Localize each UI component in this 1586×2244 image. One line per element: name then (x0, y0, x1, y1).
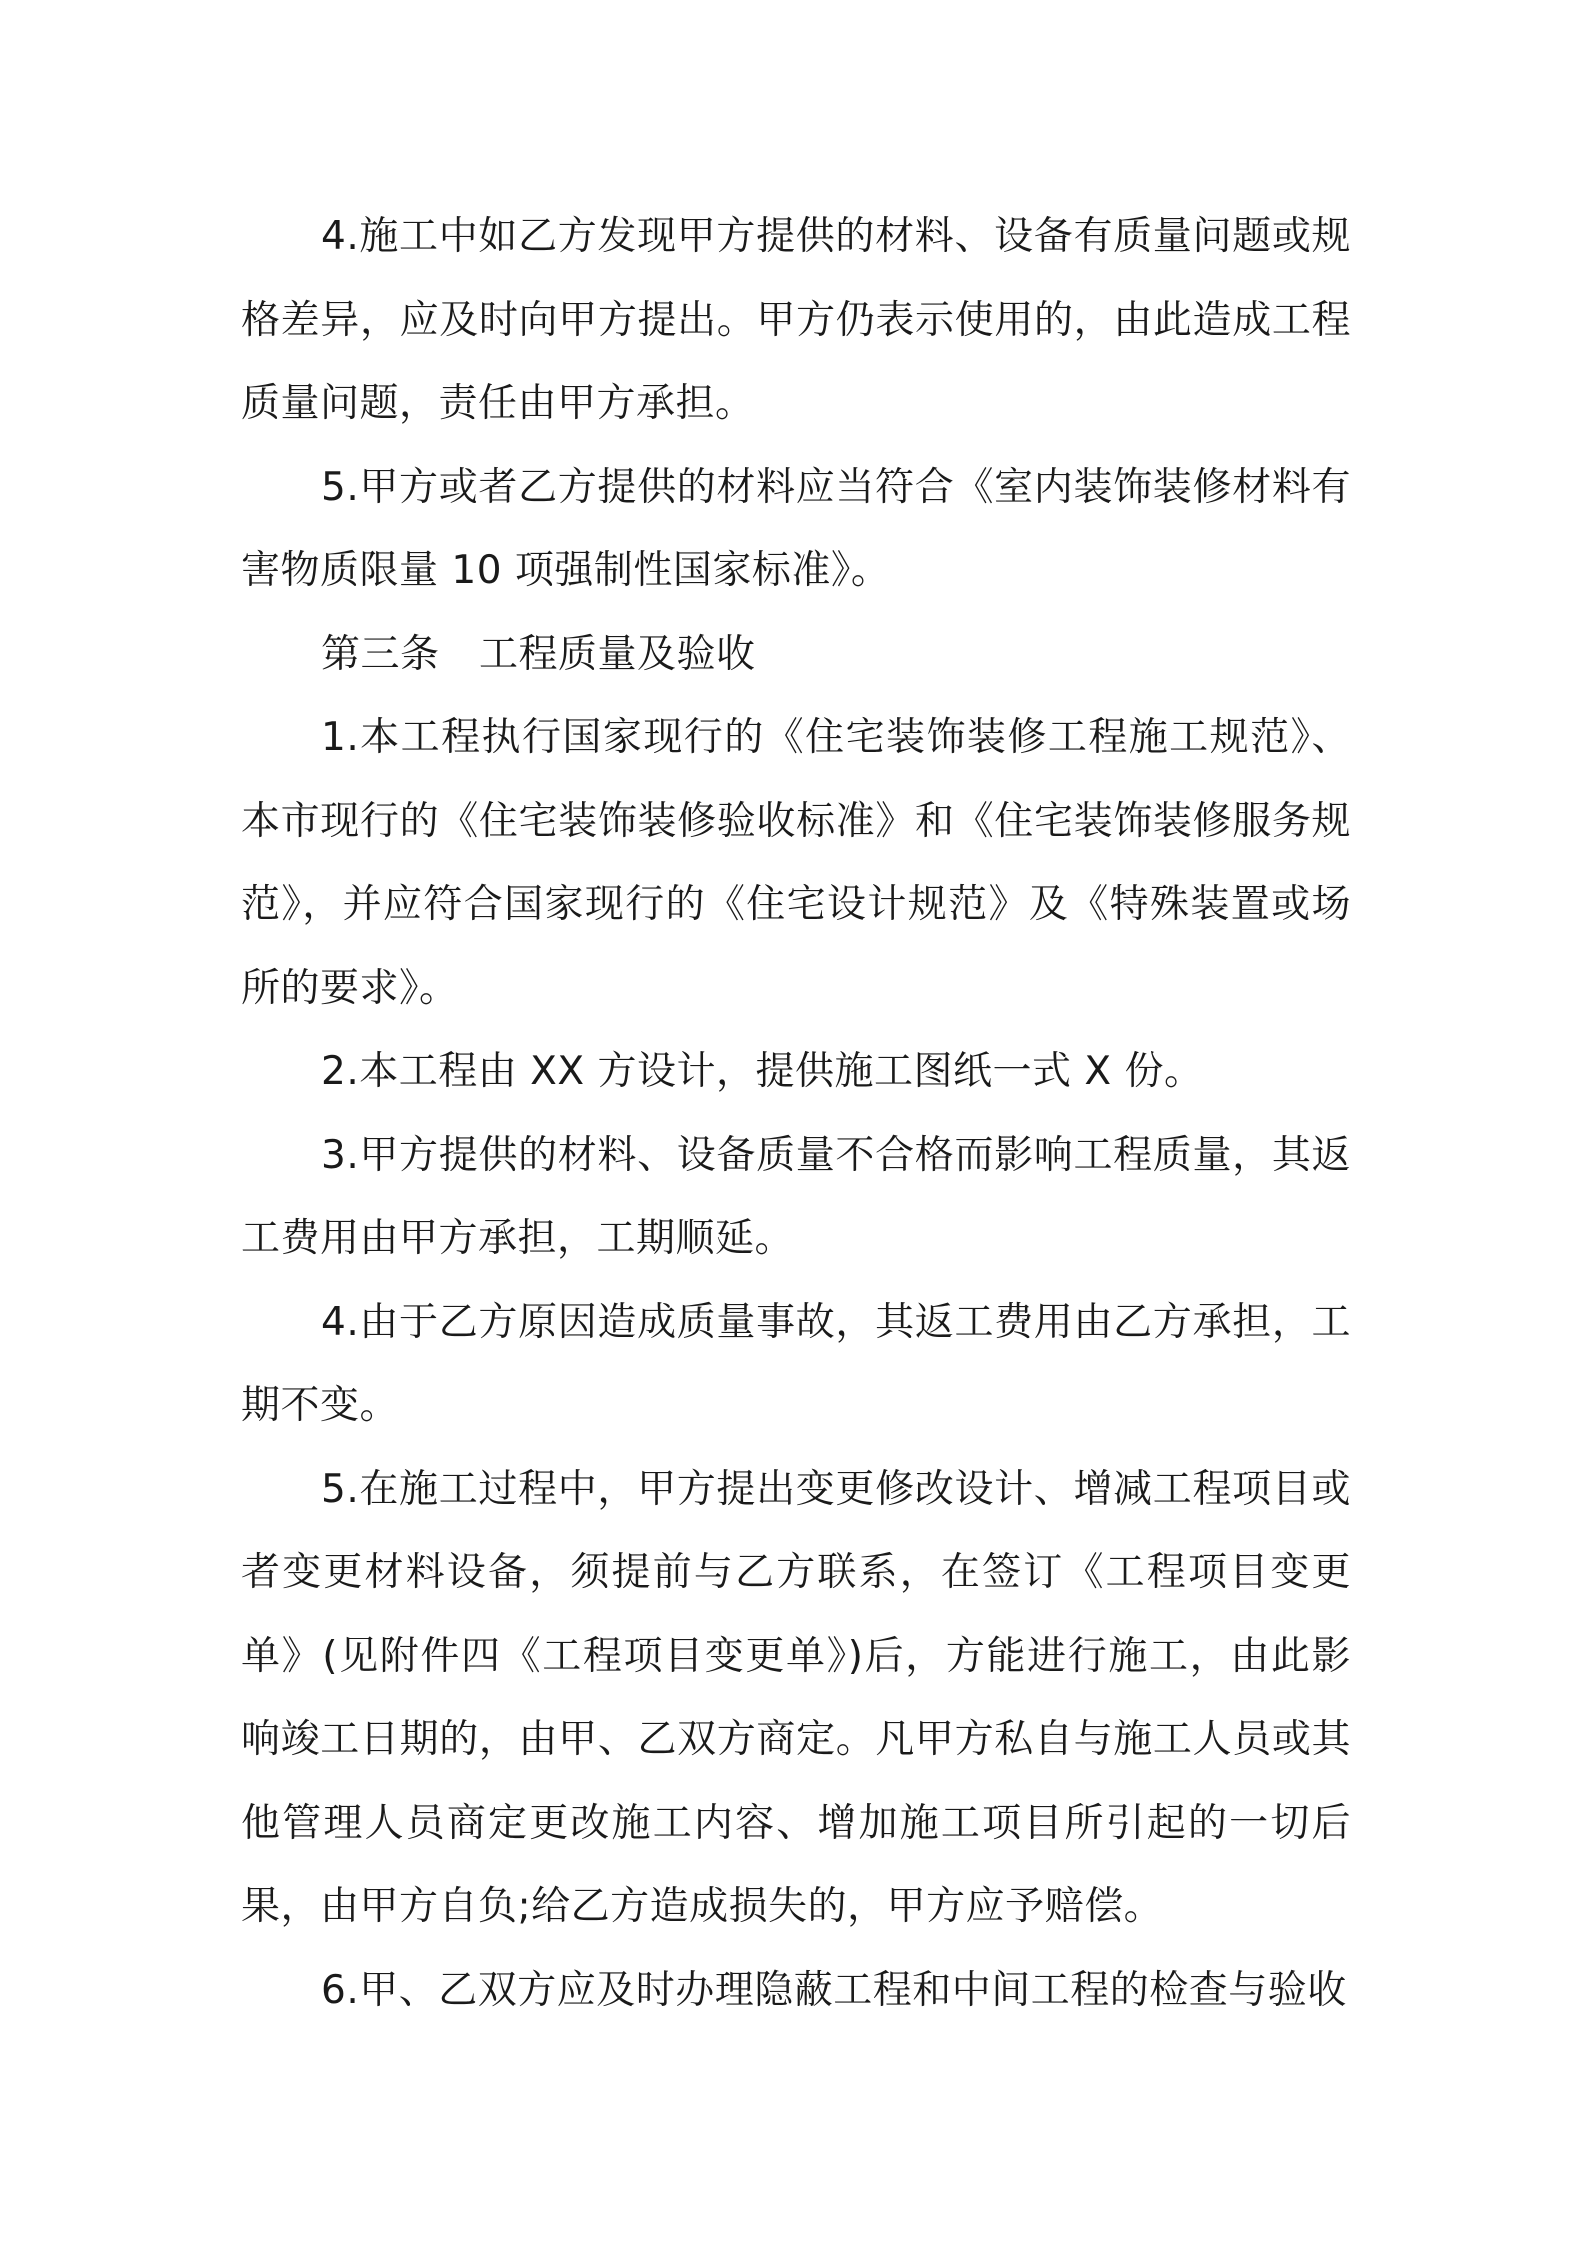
section-heading-article-3: 第三条 工程质量及验收 (321, 631, 756, 677)
paragraph-construction-standards: 1.本工程执行国家现行的《住宅装饰装修工程施工规范》、本市现行的《住宅装饰装修验收标准》和《住宅装饰装修服务规范》，并应符合国家现行的《住宅设计规范》及《特殊装置或场所的要求》。 (241, 715, 1351, 1011)
paragraph-party-a-material-defects: 3.甲方提供的材料、设备质量不合格而影响工程质量，其返工费用由甲方承担，工期顺延。 (241, 1132, 1351, 1261)
paragraph-material-standard: 5.甲方或者乙方提供的材料应当符合《室内装饰装修材料有害物质限量 10 项强制性国家标准》。 (241, 464, 1351, 593)
paragraph-design-drawings: 2.本工程由 XX 方设计，提供施工图纸一式 X 份。 (321, 1049, 1204, 1094)
paragraph-party-b-quality-accident: 4.由于乙方原因造成质量事故，其返工费用由乙方承担，工期不变。 (241, 1299, 1351, 1428)
paragraph-hidden-works-inspection: 6.甲、乙双方应及时办理隐蔽工程和中间工程的检查与验收 (321, 1967, 1347, 2013)
document-body (241, 195, 1351, 2032)
paragraph-material-quality-issue: 4.施工中如乙方发现甲方提供的材料、设备有质量问题或规格差异，应及时向甲方提出。甲方仍表示使用的，由此造成工程质量问题，责任由甲方承担。 (241, 214, 1351, 426)
paragraph-design-changes: 5.在施工过程中，甲方提出变更修改设计、增减工程项目或者变更材料设备，须提前与乙方联系，在签订《工程项目变更单》(见附件四《工程项目变更单》)后，方能进行施工，由此影响竣工日期的，由甲、乙双方商定。凡甲方私自与施工人员或其他管理人员商定更改施工内容、增加施工项目所引起的一切后果，由甲方自负;给乙方造成损失的，甲方应予赔偿。 (241, 1466, 1351, 1929)
